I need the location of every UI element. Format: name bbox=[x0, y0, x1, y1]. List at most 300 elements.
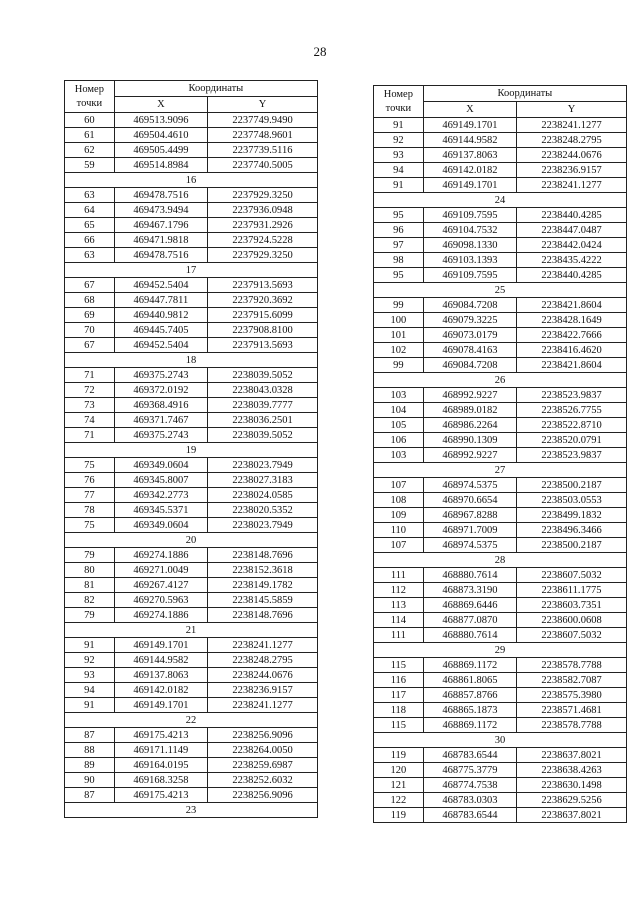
y-coordinate-cell: 2238241.1277 bbox=[517, 118, 627, 133]
point-number-cell: 110 bbox=[374, 523, 424, 538]
point-number-cell: 114 bbox=[374, 613, 424, 628]
x-coordinate-cell: 468783.6544 bbox=[423, 748, 516, 763]
table-row bbox=[374, 718, 627, 733]
y-coordinate-cell: 2238607.5032 bbox=[517, 568, 627, 583]
y-coordinate-cell: 2237924.5228 bbox=[208, 233, 318, 248]
y-coordinate-cell: 2238024.0585 bbox=[208, 488, 318, 503]
table-row bbox=[65, 368, 318, 383]
x-coordinate-cell: 468861.8065 bbox=[423, 673, 516, 688]
x-coordinate-cell: 469149.1701 bbox=[423, 118, 516, 133]
point-number-cell: 99 bbox=[374, 298, 424, 313]
coordinates-header: Координаты bbox=[114, 81, 317, 97]
y-coordinate-cell: 2238629.5256 bbox=[517, 793, 627, 808]
point-number-cell: 97 bbox=[374, 238, 424, 253]
x-coordinate-cell: 469513.9096 bbox=[114, 113, 207, 128]
x-coordinate-cell: 469267.4127 bbox=[114, 578, 207, 593]
table-row bbox=[65, 773, 318, 788]
contour-title-row bbox=[65, 353, 318, 368]
table-row bbox=[374, 568, 627, 583]
x-coordinate-cell: 469109.7595 bbox=[423, 268, 516, 283]
table-row bbox=[374, 583, 627, 598]
contour-number: 27 bbox=[374, 463, 627, 478]
x-coordinate-cell: 469274.1886 bbox=[114, 608, 207, 623]
point-header-line2: точки bbox=[385, 102, 412, 114]
y-coordinate-cell: 2238522.8710 bbox=[517, 418, 627, 433]
x-coordinate-cell: 469171.1149 bbox=[114, 743, 207, 758]
y-coordinate-cell: 2238241.1277 bbox=[208, 638, 318, 653]
x-coordinate-cell: 469349.0604 bbox=[114, 518, 207, 533]
x-coordinate-cell: 469478.7516 bbox=[114, 248, 207, 263]
table-row bbox=[65, 113, 318, 128]
point-number-cell: 108 bbox=[374, 493, 424, 508]
table-row bbox=[374, 178, 627, 193]
y-coordinate-cell: 2238500.2187 bbox=[517, 478, 627, 493]
point-number-cell: 62 bbox=[65, 143, 115, 158]
table-row bbox=[374, 223, 627, 238]
table-row bbox=[65, 653, 318, 668]
table-row bbox=[374, 598, 627, 613]
table-row bbox=[374, 523, 627, 538]
table-row bbox=[65, 473, 318, 488]
point-number-cell: 99 bbox=[374, 358, 424, 373]
contour-title-row bbox=[65, 713, 318, 728]
page-number: 28 bbox=[313, 44, 327, 59]
point-number-cell: 65 bbox=[65, 218, 115, 233]
y-coordinate-cell: 2238148.7696 bbox=[208, 548, 318, 563]
contour-number: 20 bbox=[65, 533, 318, 548]
x-coordinate-cell: 468869.1172 bbox=[423, 658, 516, 673]
x-coordinate-cell: 469103.1393 bbox=[423, 253, 516, 268]
table-row bbox=[374, 418, 627, 433]
y-coordinate-cell: 2238036.2501 bbox=[208, 413, 318, 428]
table-row bbox=[374, 148, 627, 163]
y-coordinate-cell: 2237931.2926 bbox=[208, 218, 318, 233]
y-coordinate-cell: 2238241.1277 bbox=[208, 698, 318, 713]
x-coordinate-cell: 468857.8766 bbox=[423, 688, 516, 703]
y-coordinate-cell: 2238023.7949 bbox=[208, 518, 318, 533]
x-coordinate-cell: 469149.1701 bbox=[114, 698, 207, 713]
point-number-cell: 122 bbox=[374, 793, 424, 808]
table-row bbox=[65, 593, 318, 608]
point-number-cell: 94 bbox=[374, 163, 424, 178]
y-coordinate-cell: 2238256.9096 bbox=[208, 728, 318, 743]
point-number-cell: 70 bbox=[65, 323, 115, 338]
x-coordinate-cell: 468774.7538 bbox=[423, 778, 516, 793]
y-coordinate-cell: 2238259.6987 bbox=[208, 758, 318, 773]
x-coordinate-cell: 469137.8063 bbox=[423, 148, 516, 163]
y-coordinate-cell: 2238611.1775 bbox=[517, 583, 627, 598]
point-number-cell: 87 bbox=[65, 788, 115, 803]
x-coordinate-cell: 469175.4213 bbox=[114, 728, 207, 743]
x-coordinate-cell: 469447.7811 bbox=[114, 293, 207, 308]
x-coordinate-cell: 468971.7009 bbox=[423, 523, 516, 538]
contour-title-row bbox=[374, 283, 627, 298]
y-coordinate-cell: 2238637.8021 bbox=[517, 748, 627, 763]
x-coordinate-cell: 468869.1172 bbox=[423, 718, 516, 733]
table-row bbox=[374, 388, 627, 403]
y-coordinate-cell: 2237749.9490 bbox=[208, 113, 318, 128]
contour-number: 21 bbox=[65, 623, 318, 638]
table-row bbox=[374, 253, 627, 268]
x-coordinate-cell: 469504.4610 bbox=[114, 128, 207, 143]
x-coordinate-cell: 468775.3779 bbox=[423, 763, 516, 778]
y-coordinate-cell: 2238149.1782 bbox=[208, 578, 318, 593]
point-number-cell: 90 bbox=[65, 773, 115, 788]
y-coordinate-cell: 2238526.7755 bbox=[517, 403, 627, 418]
table-row bbox=[65, 293, 318, 308]
y-coordinate-cell: 2238435.4222 bbox=[517, 253, 627, 268]
y-coordinate-cell: 2238575.3980 bbox=[517, 688, 627, 703]
point-number-cell: 111 bbox=[374, 568, 424, 583]
table-row bbox=[374, 133, 627, 148]
y-coordinate-cell: 2238248.2795 bbox=[208, 653, 318, 668]
y-coordinate-cell: 2238244.0676 bbox=[517, 148, 627, 163]
contour-title-row bbox=[65, 803, 318, 818]
x-coordinate-cell: 469084.7208 bbox=[423, 358, 516, 373]
point-number-cell: 101 bbox=[374, 328, 424, 343]
contour-number: 29 bbox=[374, 643, 627, 658]
table-row bbox=[65, 128, 318, 143]
point-number-cell: 78 bbox=[65, 503, 115, 518]
x-coordinate-cell: 468970.6654 bbox=[423, 493, 516, 508]
point-number-cell: 119 bbox=[374, 748, 424, 763]
point-number-header bbox=[374, 86, 424, 118]
point-number-cell: 111 bbox=[374, 628, 424, 643]
y-coordinate-cell: 2238256.9096 bbox=[208, 788, 318, 803]
contour-title-row bbox=[374, 643, 627, 658]
x-coordinate-cell: 468880.7614 bbox=[423, 568, 516, 583]
point-number-cell: 103 bbox=[374, 388, 424, 403]
x-coordinate-cell: 469505.4499 bbox=[114, 143, 207, 158]
x-coordinate-cell: 468989.0182 bbox=[423, 403, 516, 418]
point-number-cell: 80 bbox=[65, 563, 115, 578]
table-row bbox=[374, 808, 627, 823]
point-number-cell: 88 bbox=[65, 743, 115, 758]
y-coordinate-cell: 2238421.8604 bbox=[517, 358, 627, 373]
x-coordinate-cell: 468783.0303 bbox=[423, 793, 516, 808]
y-coordinate-cell: 2238607.5032 bbox=[517, 628, 627, 643]
point-number-cell: 95 bbox=[374, 208, 424, 223]
y-coordinate-cell: 2237913.5693 bbox=[208, 278, 318, 293]
y-coordinate-cell: 2238236.9157 bbox=[208, 683, 318, 698]
x-coordinate-cell: 469149.1701 bbox=[114, 638, 207, 653]
y-coordinate-cell: 2238421.8604 bbox=[517, 298, 627, 313]
point-header-line2: точки bbox=[76, 97, 103, 109]
point-number-cell: 96 bbox=[374, 223, 424, 238]
table-row bbox=[65, 458, 318, 473]
point-number-cell: 115 bbox=[374, 658, 424, 673]
table-row bbox=[65, 383, 318, 398]
point-number-cell: 94 bbox=[65, 683, 115, 698]
y-coordinate-cell: 2238020.5352 bbox=[208, 503, 318, 518]
x-coordinate-cell: 469372.0192 bbox=[114, 383, 207, 398]
y-coordinate-cell: 2238578.7788 bbox=[517, 718, 627, 733]
y-coordinate-cell: 2238499.1832 bbox=[517, 508, 627, 523]
x-coordinate-cell: 469371.7467 bbox=[114, 413, 207, 428]
point-number-cell: 116 bbox=[374, 673, 424, 688]
y-coordinate-cell: 2237748.9601 bbox=[208, 128, 318, 143]
contour-title-row bbox=[65, 263, 318, 278]
table-row bbox=[65, 608, 318, 623]
table-row bbox=[65, 503, 318, 518]
x-coordinate-cell: 468869.6446 bbox=[423, 598, 516, 613]
x-coordinate-cell: 469368.4916 bbox=[114, 398, 207, 413]
table-row bbox=[65, 683, 318, 698]
y-coordinate-cell: 2237913.5693 bbox=[208, 338, 318, 353]
y-coordinate-cell: 2238039.7777 bbox=[208, 398, 318, 413]
point-number-cell: 91 bbox=[374, 178, 424, 193]
y-coordinate-cell: 2238523.9837 bbox=[517, 448, 627, 463]
table-row bbox=[374, 298, 627, 313]
contour-title-row bbox=[65, 173, 318, 188]
contour-title-row bbox=[374, 463, 627, 478]
x-coordinate-cell: 468967.8288 bbox=[423, 508, 516, 523]
table-row bbox=[65, 488, 318, 503]
point-number-cell: 71 bbox=[65, 428, 115, 443]
point-number-cell: 67 bbox=[65, 278, 115, 293]
x-coordinate-cell: 469270.5963 bbox=[114, 593, 207, 608]
y-coordinate-cell: 2238039.5052 bbox=[208, 428, 318, 443]
point-number-cell: 118 bbox=[374, 703, 424, 718]
x-coordinate-cell: 468986.2264 bbox=[423, 418, 516, 433]
x-coordinate-cell: 469345.5371 bbox=[114, 503, 207, 518]
table-row bbox=[374, 343, 627, 358]
table-row bbox=[65, 413, 318, 428]
x-coordinate-cell: 469073.0179 bbox=[423, 328, 516, 343]
y-coordinate-cell: 2238428.1649 bbox=[517, 313, 627, 328]
table-row bbox=[65, 563, 318, 578]
table-row bbox=[65, 143, 318, 158]
table-row bbox=[65, 278, 318, 293]
table-row bbox=[65, 428, 318, 443]
point-number-cell: 89 bbox=[65, 758, 115, 773]
y-coordinate-cell: 2238241.1277 bbox=[517, 178, 627, 193]
table-row bbox=[374, 478, 627, 493]
y-coordinate-cell: 2238638.4263 bbox=[517, 763, 627, 778]
x-coordinate-cell: 468974.5375 bbox=[423, 478, 516, 493]
x-coordinate-cell: 469271.0049 bbox=[114, 563, 207, 578]
table-row bbox=[374, 238, 627, 253]
point-number-cell: 81 bbox=[65, 578, 115, 593]
table-body bbox=[374, 118, 627, 823]
table-row bbox=[374, 313, 627, 328]
table-row bbox=[65, 638, 318, 653]
point-number-cell: 59 bbox=[65, 158, 115, 173]
point-number-cell: 76 bbox=[65, 473, 115, 488]
table-row bbox=[65, 188, 318, 203]
coordinates-table-right bbox=[373, 85, 627, 823]
table-row bbox=[374, 358, 627, 373]
point-number-cell: 79 bbox=[65, 548, 115, 563]
table-row bbox=[65, 743, 318, 758]
point-number-cell: 74 bbox=[65, 413, 115, 428]
table-row bbox=[65, 203, 318, 218]
y-coordinate-cell: 2238152.3618 bbox=[208, 563, 318, 578]
point-number-cell: 63 bbox=[65, 188, 115, 203]
y-coordinate-cell: 2238148.7696 bbox=[208, 608, 318, 623]
x-coordinate-cell: 468865.1873 bbox=[423, 703, 516, 718]
x-coordinate-cell: 468873.3190 bbox=[423, 583, 516, 598]
y-coordinate-cell: 2238422.7666 bbox=[517, 328, 627, 343]
x-coordinate-cell: 469274.1886 bbox=[114, 548, 207, 563]
point-number-cell: 106 bbox=[374, 433, 424, 448]
contour-title-row bbox=[374, 373, 627, 388]
y-coordinate-cell: 2238603.7351 bbox=[517, 598, 627, 613]
point-number-cell: 121 bbox=[374, 778, 424, 793]
point-number-cell: 68 bbox=[65, 293, 115, 308]
x-coordinate-cell: 469144.9582 bbox=[423, 133, 516, 148]
point-number-cell: 93 bbox=[65, 668, 115, 683]
y-coordinate-cell: 2238571.4681 bbox=[517, 703, 627, 718]
y-coordinate-cell: 2237739.5116 bbox=[208, 143, 318, 158]
point-number-cell: 66 bbox=[65, 233, 115, 248]
point-number-cell: 91 bbox=[65, 638, 115, 653]
y-coordinate-cell: 2238523.9837 bbox=[517, 388, 627, 403]
point-number-cell: 107 bbox=[374, 478, 424, 493]
table-row bbox=[65, 668, 318, 683]
x-coordinate-cell: 469142.0182 bbox=[114, 683, 207, 698]
y-coordinate-cell: 2238442.0424 bbox=[517, 238, 627, 253]
table-row bbox=[374, 163, 627, 178]
y-coordinate-cell: 2238447.0487 bbox=[517, 223, 627, 238]
x-coordinate-cell: 469473.9494 bbox=[114, 203, 207, 218]
contour-number: 28 bbox=[374, 553, 627, 568]
y-coordinate-cell: 2238440.4285 bbox=[517, 208, 627, 223]
y-coordinate-cell: 2237936.0948 bbox=[208, 203, 318, 218]
point-number-cell: 93 bbox=[374, 148, 424, 163]
table-row bbox=[65, 248, 318, 263]
y-coordinate-cell: 2238027.3183 bbox=[208, 473, 318, 488]
table-row bbox=[374, 748, 627, 763]
table-row bbox=[374, 613, 627, 628]
x-coordinate-cell: 469168.3258 bbox=[114, 773, 207, 788]
x-coordinate-cell: 469164.0195 bbox=[114, 758, 207, 773]
point-number-cell: 103 bbox=[374, 448, 424, 463]
y-coordinate-cell: 2238264.0050 bbox=[208, 743, 318, 758]
contour-title-row bbox=[65, 443, 318, 458]
point-number-cell: 67 bbox=[65, 338, 115, 353]
y-coordinate-cell: 2238416.4620 bbox=[517, 343, 627, 358]
y-coordinate-cell: 2238236.9157 bbox=[517, 163, 627, 178]
y-coordinate-cell: 2238023.7949 bbox=[208, 458, 318, 473]
y-coordinate-cell: 2237920.3692 bbox=[208, 293, 318, 308]
x-coordinate-cell: 469104.7532 bbox=[423, 223, 516, 238]
coordinates-table-left bbox=[64, 80, 318, 818]
point-number-cell: 102 bbox=[374, 343, 424, 358]
coordinates-header: Координаты bbox=[423, 86, 626, 102]
y-header: Y bbox=[208, 97, 318, 113]
contour-title-row bbox=[374, 193, 627, 208]
x-coordinate-cell: 468877.0870 bbox=[423, 613, 516, 628]
y-coordinate-cell: 2238039.5052 bbox=[208, 368, 318, 383]
table-row bbox=[65, 398, 318, 413]
table-row bbox=[374, 328, 627, 343]
y-coordinate-cell: 2238244.0676 bbox=[208, 668, 318, 683]
table-row bbox=[65, 728, 318, 743]
point-number-cell: 92 bbox=[65, 653, 115, 668]
x-coordinate-cell: 469078.4163 bbox=[423, 343, 516, 358]
table-row bbox=[65, 233, 318, 248]
table-row bbox=[65, 218, 318, 233]
contour-number: 22 bbox=[65, 713, 318, 728]
point-number-cell: 107 bbox=[374, 538, 424, 553]
y-coordinate-cell: 2237908.8100 bbox=[208, 323, 318, 338]
point-number-cell: 72 bbox=[65, 383, 115, 398]
point-number-cell: 115 bbox=[374, 718, 424, 733]
x-coordinate-cell: 469349.0604 bbox=[114, 458, 207, 473]
table-row bbox=[65, 698, 318, 713]
table-row bbox=[374, 538, 627, 553]
x-coordinate-cell: 469079.3225 bbox=[423, 313, 516, 328]
y-coordinate-cell: 2238145.5859 bbox=[208, 593, 318, 608]
point-number-cell: 109 bbox=[374, 508, 424, 523]
table-row bbox=[65, 578, 318, 593]
point-number-cell: 98 bbox=[374, 253, 424, 268]
point-number-cell: 95 bbox=[374, 268, 424, 283]
table-row bbox=[374, 268, 627, 283]
point-number-cell: 100 bbox=[374, 313, 424, 328]
x-coordinate-cell: 469452.5404 bbox=[114, 278, 207, 293]
point-number-cell: 75 bbox=[65, 518, 115, 533]
y-header: Y bbox=[517, 102, 627, 118]
table-row bbox=[374, 658, 627, 673]
x-coordinate-cell: 469440.9812 bbox=[114, 308, 207, 323]
point-number-cell: 77 bbox=[65, 488, 115, 503]
y-coordinate-cell: 2238582.7087 bbox=[517, 673, 627, 688]
x-coordinate-cell: 469137.8063 bbox=[114, 668, 207, 683]
point-number-cell: 92 bbox=[374, 133, 424, 148]
point-number-cell: 64 bbox=[65, 203, 115, 218]
x-coordinate-cell: 469098.1330 bbox=[423, 238, 516, 253]
x-coordinate-cell: 468783.6544 bbox=[423, 808, 516, 823]
y-coordinate-cell: 2237929.3250 bbox=[208, 248, 318, 263]
point-number-cell: 119 bbox=[374, 808, 424, 823]
table-row bbox=[65, 158, 318, 173]
contour-title-row bbox=[374, 733, 627, 748]
point-number-cell: 69 bbox=[65, 308, 115, 323]
x-coordinate-cell: 469142.0182 bbox=[423, 163, 516, 178]
point-number-cell: 105 bbox=[374, 418, 424, 433]
table-row bbox=[65, 338, 318, 353]
contour-number: 17 bbox=[65, 263, 318, 278]
point-header-line1: Номер bbox=[74, 83, 104, 95]
table-row bbox=[374, 763, 627, 778]
x-coordinate-cell: 469445.7405 bbox=[114, 323, 207, 338]
x-coordinate-cell: 468880.7614 bbox=[423, 628, 516, 643]
y-coordinate-cell: 2237929.3250 bbox=[208, 188, 318, 203]
contour-number: 18 bbox=[65, 353, 318, 368]
point-number-cell: 120 bbox=[374, 763, 424, 778]
x-header: X bbox=[114, 97, 207, 113]
y-coordinate-cell: 2238248.2795 bbox=[517, 133, 627, 148]
point-number-cell: 60 bbox=[65, 113, 115, 128]
table-row bbox=[374, 433, 627, 448]
point-header-line1: Номер bbox=[383, 88, 413, 100]
table-row bbox=[374, 628, 627, 643]
contour-number: 23 bbox=[65, 803, 318, 818]
table-row bbox=[374, 403, 627, 418]
x-coordinate-cell: 469478.7516 bbox=[114, 188, 207, 203]
point-number-cell: 63 bbox=[65, 248, 115, 263]
contour-title-row bbox=[374, 553, 627, 568]
contour-number: 30 bbox=[374, 733, 627, 748]
table-row bbox=[374, 508, 627, 523]
contour-title-row bbox=[65, 533, 318, 548]
point-number-cell: 79 bbox=[65, 608, 115, 623]
contour-number: 24 bbox=[374, 193, 627, 208]
x-coordinate-cell: 469084.7208 bbox=[423, 298, 516, 313]
x-coordinate-cell: 469375.2743 bbox=[114, 368, 207, 383]
